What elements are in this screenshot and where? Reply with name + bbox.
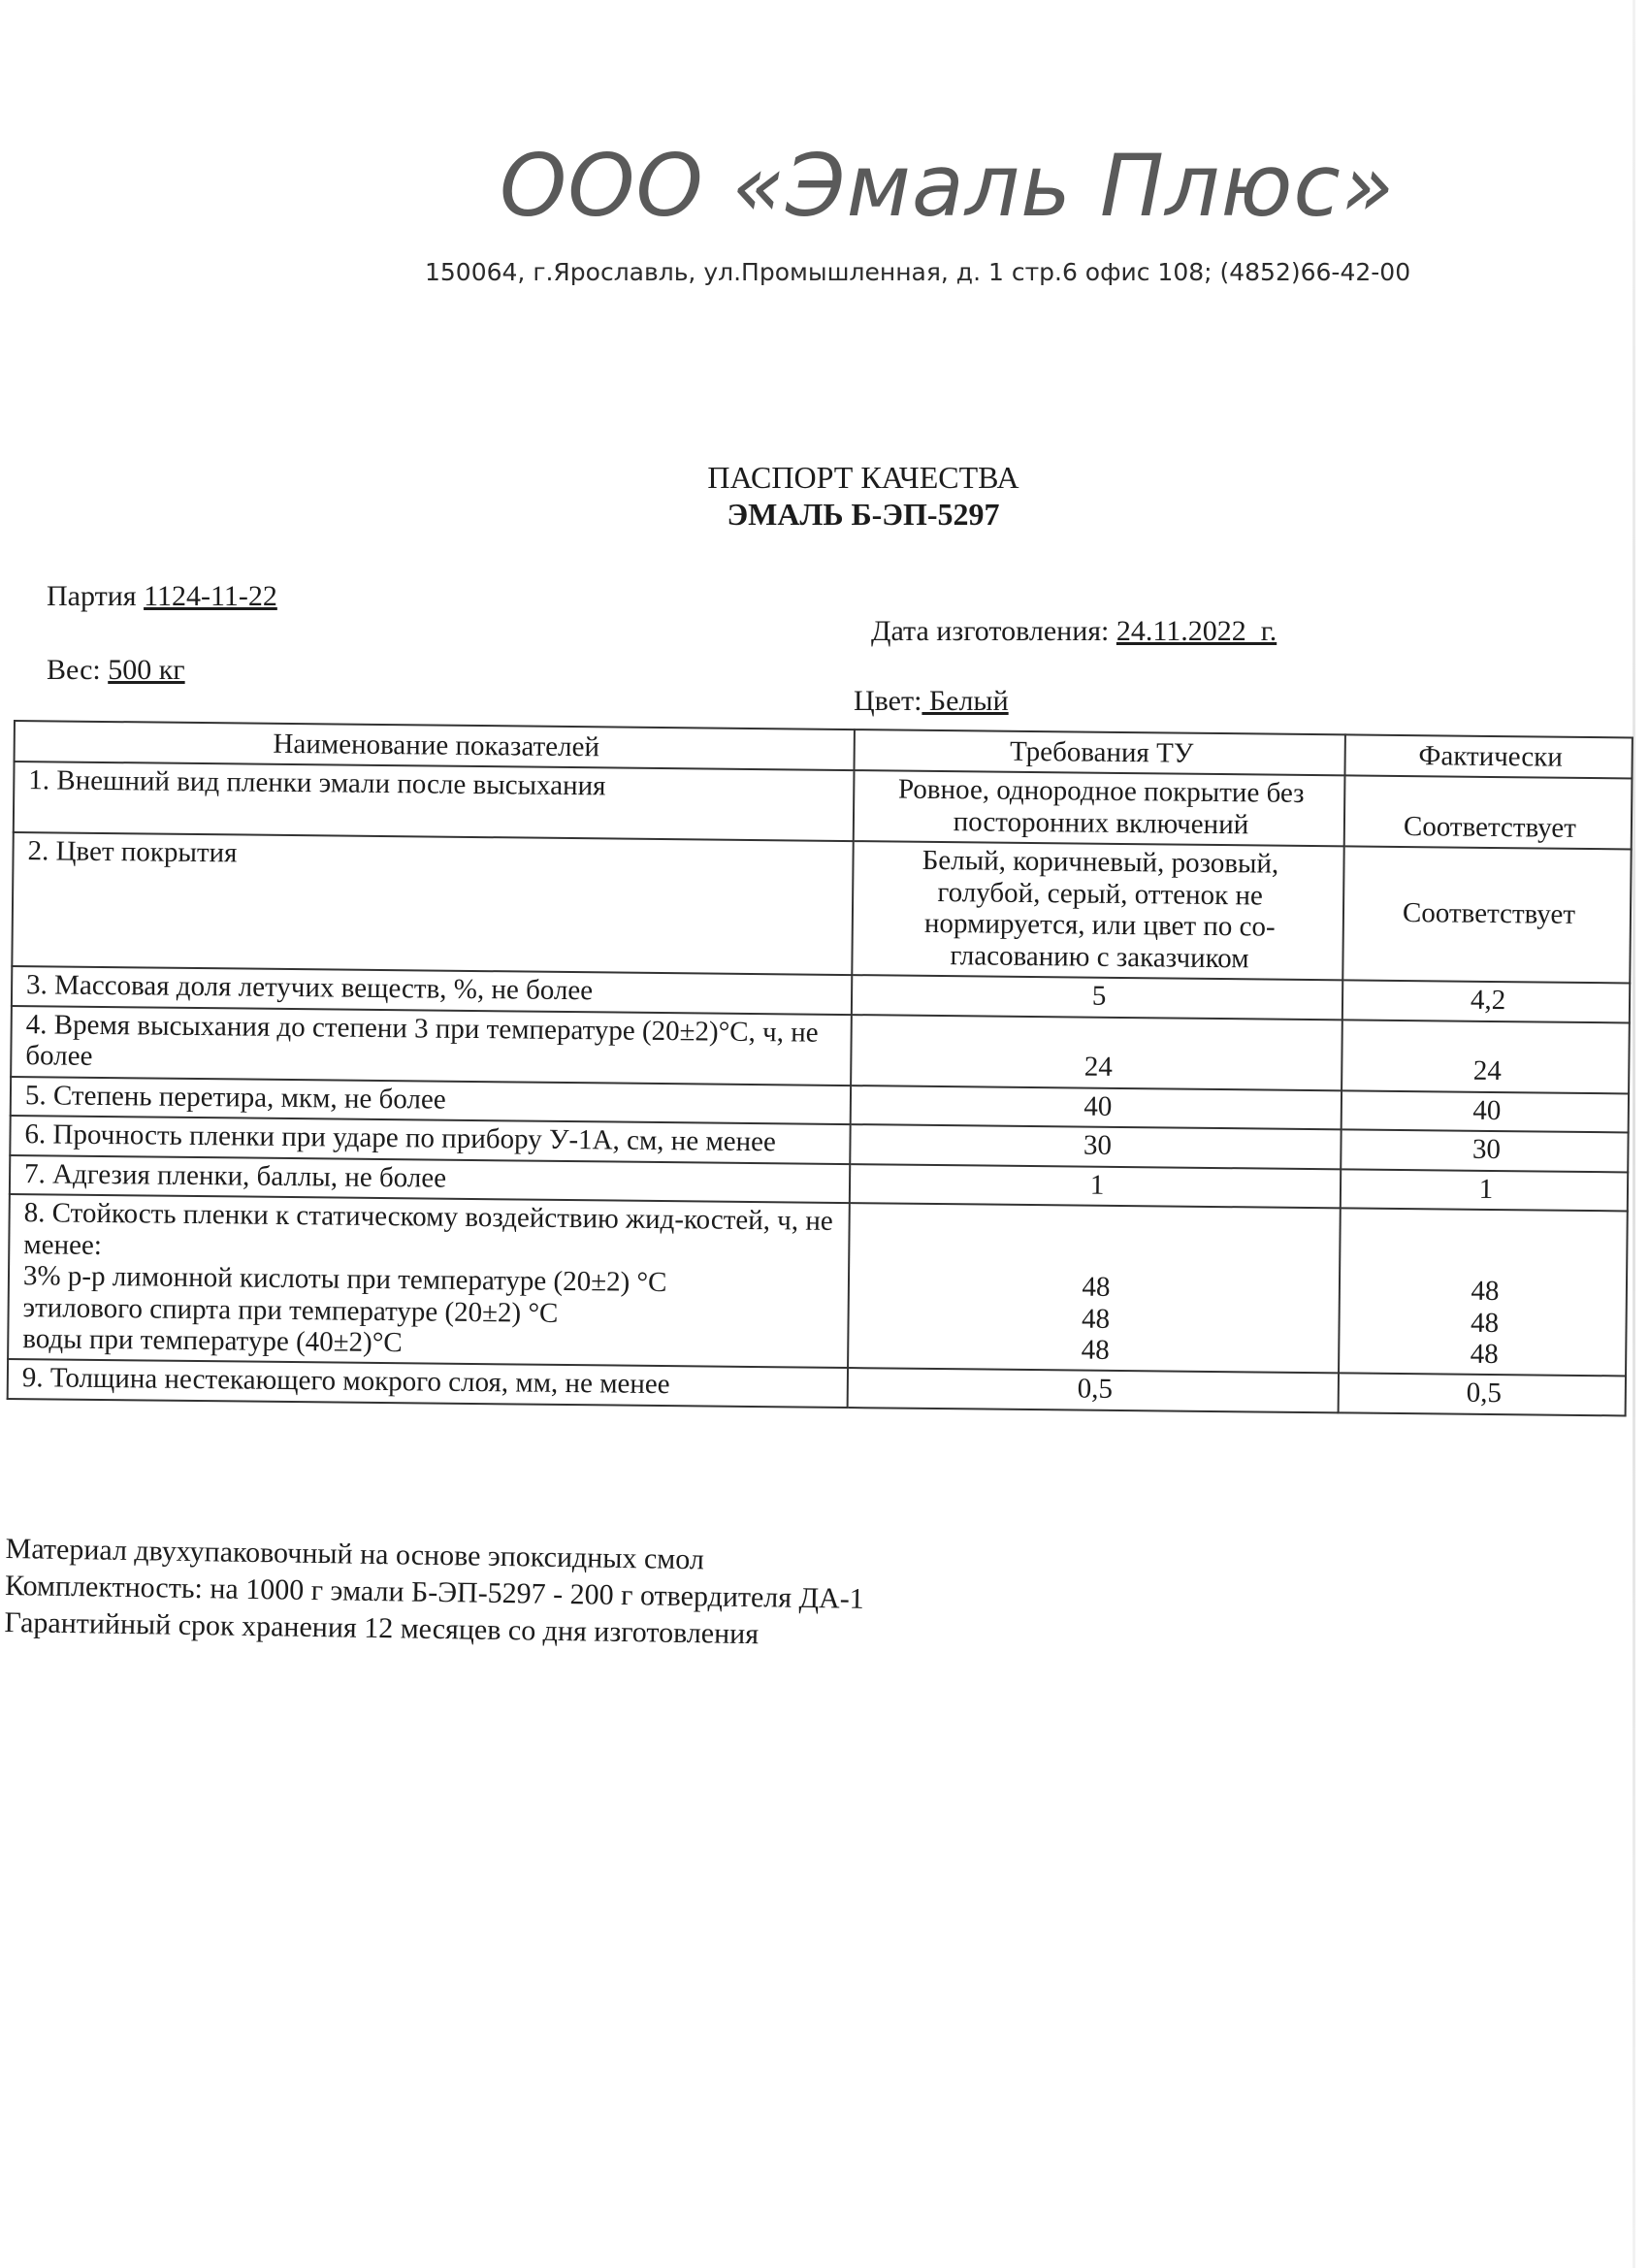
footer-notes: [4, 1531, 864, 1655]
party-field: [47, 580, 277, 613]
row-requirement: 5: [852, 975, 1342, 1020]
weight-label: Вес:: [47, 654, 109, 686]
row-actual: 4,2: [1342, 981, 1630, 1023]
row-actual: 24: [1342, 1020, 1630, 1093]
row-requirement: 40: [851, 1085, 1342, 1130]
quality-table-wrapper: [7, 720, 1577, 1416]
company-address: 150064, г.Ярославль, ул.Промышленная, д. 1 стр.6 офис 108; (4852)66-42-00: [425, 258, 1411, 286]
row-requirement: 0,5: [848, 1368, 1339, 1412]
row-subitem: воды при температуре (40±2)°С: [22, 1323, 403, 1359]
company-name: ООО «Эмаль Плюс»: [500, 136, 1396, 236]
header-actual: Фактически: [1344, 734, 1632, 779]
color-value: Белый: [922, 685, 1009, 717]
manufacture-date-label: Дата изготовления:: [871, 615, 1116, 647]
weight-field: [47, 654, 185, 687]
header-requirements: Требования ТУ: [854, 729, 1344, 776]
header-indicator: Наименование показателей: [15, 721, 855, 771]
row-actual: 30: [1341, 1130, 1628, 1173]
row-requirement: 48: [1082, 1271, 1111, 1303]
row-requirement: 1: [850, 1164, 1341, 1209]
scan-edge-shadow: [1633, 0, 1635, 2268]
row-actual: Соответствует: [1342, 847, 1631, 984]
row-actual: 1: [1341, 1169, 1628, 1212]
row-requirement: 24: [851, 1015, 1342, 1090]
row-actual: 48: [1471, 1275, 1500, 1308]
row-requirement: Ровное, однородное покрытие без посторонних включений: [854, 771, 1345, 847]
footer-material: Материал двухупаковочный на основе эпоксидных смол: [5, 1532, 705, 1576]
row-actual: 40: [1342, 1090, 1629, 1133]
row-name: 4. Время высыхания до степени 3 при температуре (20±2)°С, ч, не более: [11, 1006, 852, 1085]
row-name-group: [8, 1194, 850, 1368]
row-name: 2. Цвет покрытия: [12, 832, 853, 975]
row-actual-group: [1339, 1208, 1628, 1376]
table-row: [12, 832, 1631, 983]
row-actual: 48: [1470, 1307, 1500, 1339]
row-actual: 0,5: [1339, 1374, 1626, 1416]
row-name: 1. Внешний вид пленки эмали после высыхания: [14, 761, 855, 841]
manufacture-date-field: [871, 615, 1277, 648]
manufacture-date-value: 24.11.2022_г.: [1116, 615, 1277, 647]
row-actual: 48: [1470, 1338, 1499, 1371]
footer-warranty: Гарантийный срок хранения 12 месяцев со дня изготовления: [4, 1606, 760, 1651]
row-name: 9. Толщина нестекающего мокрого слоя, мм, не менее: [8, 1359, 848, 1408]
table-row: [8, 1194, 1628, 1377]
row-name: 3. Массовая доля летучих веществ, %, не более: [12, 966, 852, 1015]
document-title: ПАСПОРТ КАЧЕСТВА: [707, 460, 1019, 495]
party-value: 1124-11-22: [144, 580, 277, 612]
row-subitem: этилового спирта при температуре (20±2) °С: [22, 1291, 559, 1329]
row-requirement: 48: [1081, 1303, 1111, 1335]
row-requirement-group: [848, 1203, 1341, 1374]
party-label: Партия: [47, 580, 145, 612]
color-label: Цвет:: [854, 685, 922, 717]
row-requirement: 48: [1081, 1334, 1110, 1366]
row-name: 5. Степень перетира, мкм, не более: [11, 1077, 851, 1125]
row-actual: Соответствует: [1344, 776, 1633, 850]
row-requirement: Белый, коричневый, розовый, голубой, серый, оттенок не нормируется, или цвет по со-гласованию с заказчиком: [852, 841, 1343, 980]
weight-value: 500 кг: [108, 654, 185, 686]
quality-table: [7, 720, 1633, 1416]
row-requirement: 30: [850, 1124, 1341, 1169]
row-name: 6. Прочность пленки при ударе по прибору У-1А, см, не менее: [10, 1116, 850, 1164]
footer-completeness: Комплектность: на 1000 г эмали Б-ЭП-5297 - 200 г отвердителя ДА-1: [4, 1570, 864, 1615]
product-name: ЭМАЛЬ Б-ЭП-5297: [727, 497, 1000, 532]
row-name: 8. Стойкость пленки к статическому воздействию жид-костей, ч, не менее:: [23, 1197, 833, 1261]
row-name: 7. Адгезия пленки, баллы, не более: [10, 1155, 850, 1204]
row-subitem: 3% р-р лимонной кислоты при температуре (20±2) °С: [22, 1260, 667, 1299]
color-field: [854, 685, 1009, 718]
